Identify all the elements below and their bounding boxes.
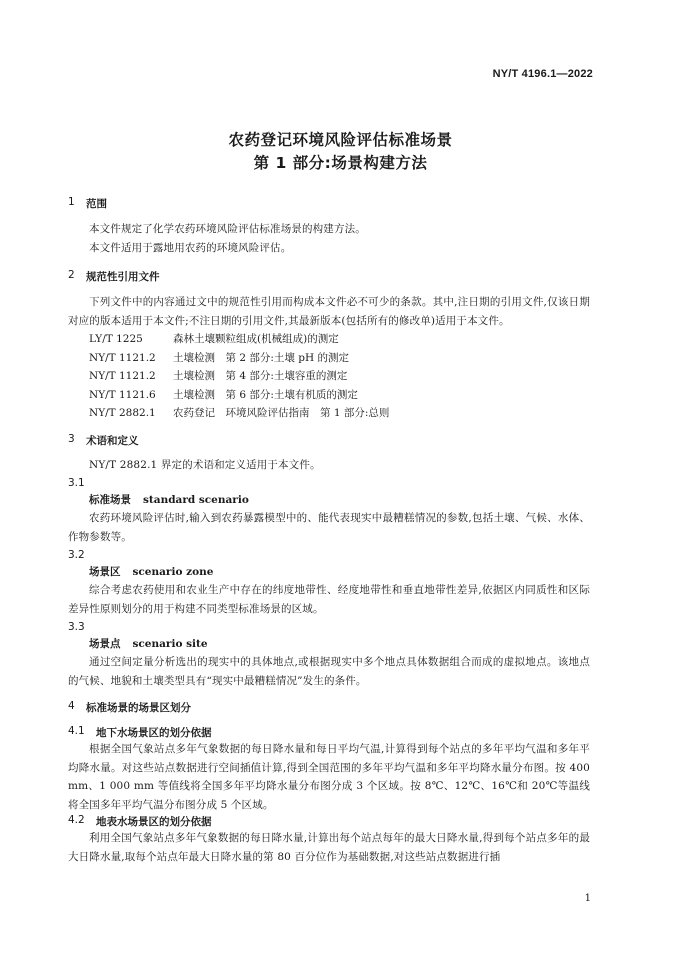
document-body	[68, 196, 590, 866]
reference-item: NY/T 1121.2 土壤检测 第 2 部分:土壤 pH 的测定	[89, 351, 349, 364]
term-number: 3.1	[68, 477, 85, 489]
section-1-heading: 1 范围	[68, 196, 107, 210]
section-2-heading: 2 规范性引用文件	[68, 269, 160, 283]
term-number: 3.3	[68, 621, 85, 633]
document-title: 农药登记环境风险评估标准场景	[228, 131, 453, 149]
paragraph: 本文件规定了化学农药环境风险评估标准场景的构建方法。	[89, 223, 366, 235]
section-3-heading: 3 术语和定义	[68, 432, 139, 447]
reference-item: NY/T 2882.1 农药登记 环境风险评估指南 第 1 部分:总则	[89, 407, 390, 419]
paragraph: 下列文件中的内容通过文中的规范性引用而构成本文件必不可少的条款。其中,注日期的引用文件,仅该日期对应的版本适用于本文件;不注日期的引用文件,其最新版本(包括所有的修改单)适用于本文件。	[68, 296, 590, 327]
term-definition: 综合考虑农药使用和农业生产中存在的纬度地带性、经度地带性和垂直地带性差异,依据区内同质性和区际差异性原则划分的用于构建不同类型标准场景的区域。	[68, 584, 590, 615]
term-heading: 场景区 scenario zone	[89, 566, 214, 578]
page-number: 1	[584, 893, 591, 904]
section-4-heading: 4 标准场景的场景区划分	[68, 700, 191, 714]
reference-item: LY/T 1225 森林土壤颗粒组成(机械组成)的测定	[89, 333, 339, 345]
document-subtitle: 第 1 部分:场景构建方法	[253, 154, 428, 172]
paragraph: 根据全国气象站点多年气象数据的每日降水量和每日平均气温,计算得到每个站点的多年平均气温和多年平均降水量。对这些站点数据进行空间插值计算,得到全国范围的多年平均气温和多年平均降水量分布图。按 400 mm、1 000 mm 等值线将全国多年平均降水量分布图分成 3 个区域。按 8℃、12℃、16℃和 20℃等温线将全国多年平均气温分布图分成 5 个区域。	[68, 743, 590, 811]
term-heading: 标准场景 standard scenario	[89, 494, 249, 506]
term-definition: 农药环境风险评估时,输入到农药暴露模型中的、能代表现实中最糟糕情况的参数,包括土壤、气候、水体、作物参数等。	[68, 512, 590, 543]
reference-item: NY/T 1121.6 土壤检测 第 6 部分:土壤有机质的测定	[89, 388, 358, 401]
subsection-4-2-heading: 4.2 地表水场景区的划分依据	[68, 814, 212, 828]
term-number: 3.2	[68, 549, 85, 561]
term-definition: 通过空间定量分析选出的现实中的具体地点,或根据现实中多个地点具体数据组合而成的虚拟地点。该地点的气候、地貌和土壤类型具有“现实中最糟糕情况”发生的条件。	[68, 656, 590, 687]
paragraph: 利用全国气象站点多年气象数据的每日降水量,计算出每个站点每年的最大日降水量,得到每个站点多年的最大日降水量,取每个站点年最大日降水量的第 80 百分位作为基础数据,对这些站点数据进行插	[68, 832, 590, 863]
paragraph: NY/T 2882.1 界定的术语和定义适用于本文件。	[89, 458, 321, 471]
reference-item: NY/T 1121.2 土壤检测 第 4 部分:土壤容重的测定	[89, 370, 348, 382]
standard-code: NY/T 4196.1—2022	[492, 68, 593, 80]
subsection-4-1-heading: 4.1 地下水场景区的划分依据	[68, 725, 212, 739]
paragraph: 本文件适用于露地用农药的环境风险评估。	[89, 241, 292, 254]
term-heading: 场景点 scenario site	[89, 638, 208, 650]
